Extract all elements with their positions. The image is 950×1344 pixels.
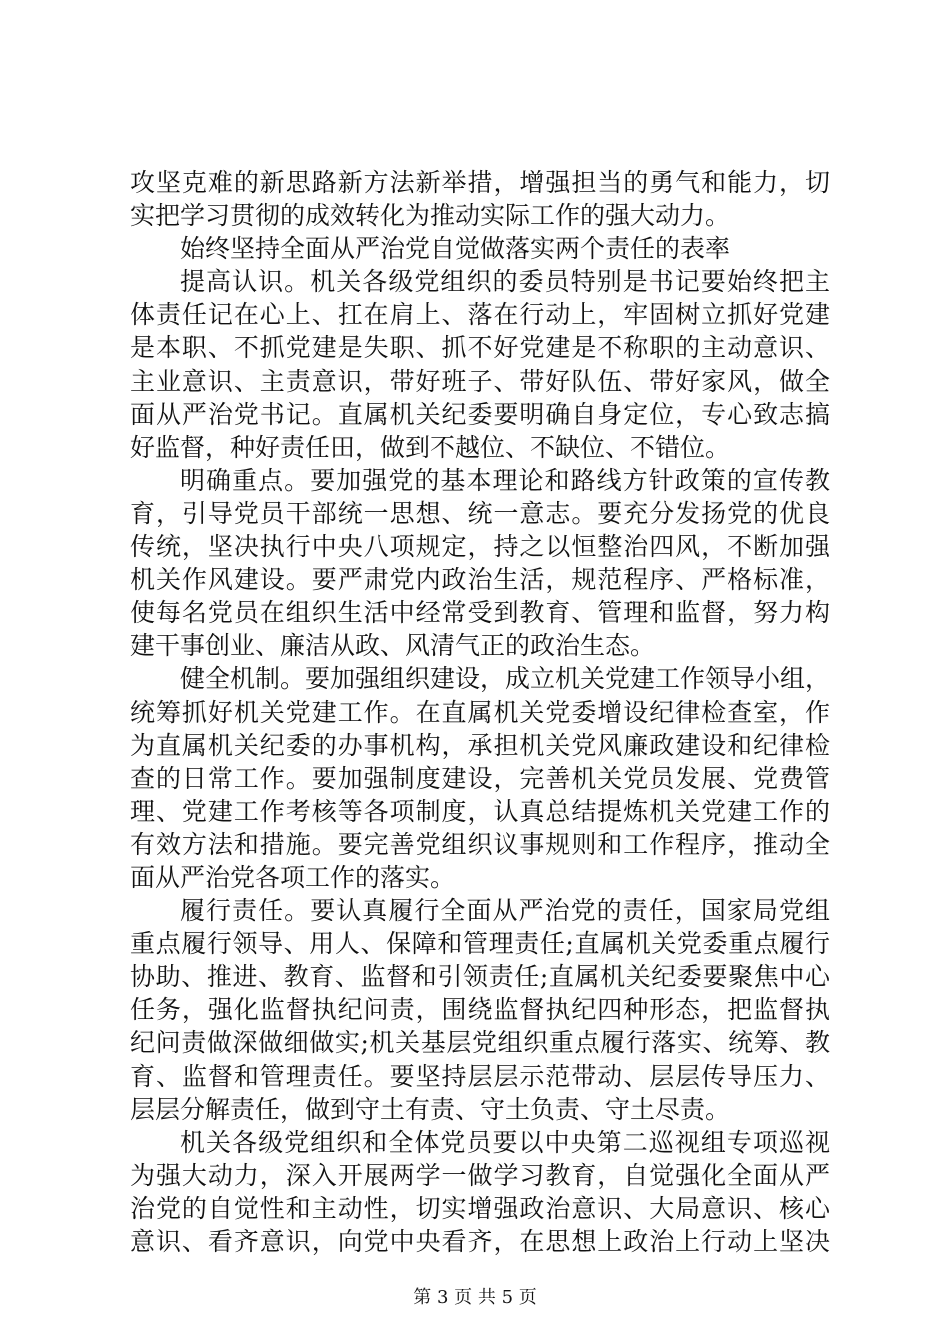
text-line: 使每名党员在组织生活中经常受到教育、管理和监督，努力构 (130, 598, 830, 628)
text-line: 有效方法和措施。要完善党组织议事规则和工作程序，推动全 (130, 829, 830, 859)
text-line: 面从严治党各项工作的落实。 (130, 862, 456, 892)
page-number-label: 第 3 页 共 5 页 (413, 1287, 537, 1308)
text-line: 提高认识。机关各级党组织的委员特别是书记要始终把主 (180, 267, 830, 297)
text-line: 建干事创业、廉洁从政、风清气正的政治生态。 (130, 631, 656, 661)
text-line: 为直属机关纪委的办事机构，承担机关党风廉政建设和纪律检 (130, 730, 830, 760)
text-line: 治党的自觉性和主动性，切实增强政治意识、大局意识、核心 (130, 1193, 830, 1223)
text-line: 主业意识、主责意识，带好班子、带好队伍、带好家风，做全 (130, 366, 830, 396)
page-footer (0, 1286, 950, 1310)
text-line: 意识、看齐意识，向党中央看齐，在思想上政治上行动上坚决 (130, 1227, 830, 1256)
text-line: 体责任记在心上、扛在肩上、落在行动上，牢固树立抓好党建 (130, 300, 830, 330)
text-line: 机关作风建设。要严肃党内政治生活，规范程序、严格标准， (130, 565, 830, 595)
text-line: 实把学习贯彻的成效转化为推动实际工作的强大动力。 (130, 201, 731, 231)
text-line: 攻坚克难的新思路新方法新举措，增强担当的勇气和能力，切 (130, 168, 830, 197)
text-line: 任务，强化监督执纪问责，围绕监督执纪四种形态，把监督执 (130, 995, 830, 1025)
text-line: 履行责任。要认真履行全面从严治党的责任，国家局党组 (180, 896, 830, 926)
text-line: 好监督，种好责任田，做到不越位、不缺位、不错位。 (130, 432, 731, 462)
text-line: 查的日常工作。要加强制度建设，完善机关党员发展、党费管 (130, 763, 830, 793)
text-line: 明确重点。要加强党的基本理论和路线方针政策的宣传教 (180, 465, 830, 495)
text-line: 纪问责做深做细做实;机关基层党组织重点履行落实、统筹、教 (130, 1028, 830, 1058)
text-line: 协助、推进、教育、监督和引领责任;直属机关纪委要聚焦中心 (130, 962, 830, 992)
text-line: 育，引导党员干部统一思想、统一意志。要充分发扬党的优良 (130, 498, 830, 528)
document-body (130, 166, 830, 1258)
text-line: 机关各级党组织和全体党员要以中央第二巡视组专项巡视 (180, 1127, 830, 1157)
text-line: 为强大动力，深入开展两学一做学习教育，自觉强化全面从严 (130, 1160, 830, 1190)
text-line: 健全机制。要加强组织建设，成立机关党建工作领导小组， (180, 664, 831, 694)
text-line: 统筹抓好机关党建工作。在直属机关党委增设纪律检查室，作 (130, 697, 830, 727)
text-line: 理、党建工作考核等各项制度，认真总结提炼机关党建工作的 (130, 796, 830, 826)
text-line: 传统，坚决执行中央八项规定，持之以恒整治四风，不断加强 (130, 532, 830, 562)
text-line: 重点履行领导、用人、保障和管理责任;直属机关党委重点履行 (130, 929, 830, 959)
text-line: 是本职、不抓党建是失职、抓不好党建是不称职的主动意识、 (130, 333, 830, 363)
text-line: 育、监督和管理责任。要坚持层层示范带动、层层传导压力、 (130, 1061, 830, 1091)
text-line: 面从严治党书记。直属机关纪委要明确自身定位，专心致志搞 (130, 399, 830, 429)
text-line: 始终坚持全面从严治党自觉做落实两个责任的表率 (180, 234, 731, 264)
text-line: 层层分解责任，做到守土有责、守土负责、守土尽责。 (130, 1094, 731, 1124)
